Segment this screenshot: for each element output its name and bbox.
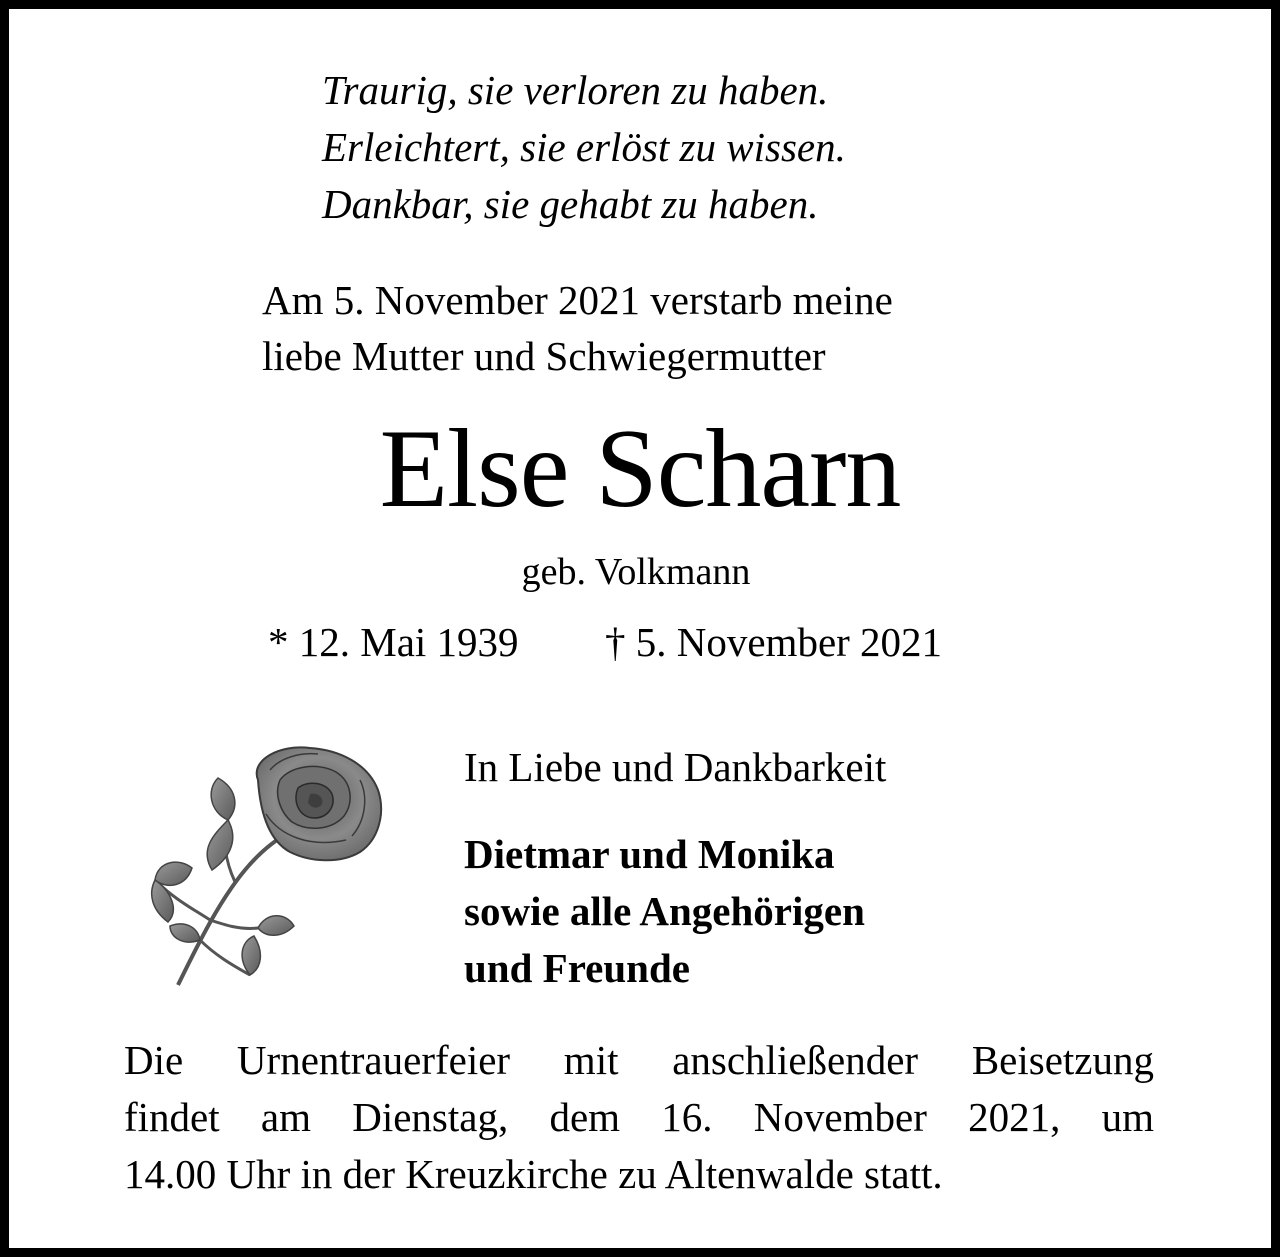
- motto-line-3: Dankbar, sie gehabt zu haben.: [322, 181, 819, 227]
- motto-line-1: Traurig, sie verloren zu haben.: [322, 67, 829, 113]
- intro-line-2: liebe Mutter und Schwiegermutter: [262, 333, 826, 379]
- maiden-name: geb. Volkmann: [521, 551, 751, 593]
- thanks-line: In Liebe und Dankbarkeit: [464, 744, 887, 790]
- birth-date: * 12. Mai 1939: [268, 619, 519, 665]
- intro-line-1: Am 5. November 2021 verstarb meine: [262, 277, 893, 323]
- service-line-2: findet am Dienstag, dem 16. November 2021, um: [124, 1094, 1154, 1140]
- rose-icon: [140, 740, 390, 990]
- motto-line-2: Erleichtert, sie erlöst zu wissen.: [322, 124, 846, 170]
- deceased-name: Else Scharn: [379, 407, 901, 531]
- mourners-line-2: sowie alle Angehörigen: [464, 888, 865, 934]
- mourners-line-1: Dietmar und Monika: [464, 831, 835, 877]
- mourners-line-3: und Freunde: [464, 945, 690, 991]
- death-date: † 5. November 2021: [605, 619, 943, 665]
- service-line-3: 14.00 Uhr in der Kreuzkirche zu Altenwalde statt.: [124, 1151, 943, 1197]
- service-line-1: Die Urnentrauerfeier mit anschließender Beisetzung: [124, 1037, 1154, 1083]
